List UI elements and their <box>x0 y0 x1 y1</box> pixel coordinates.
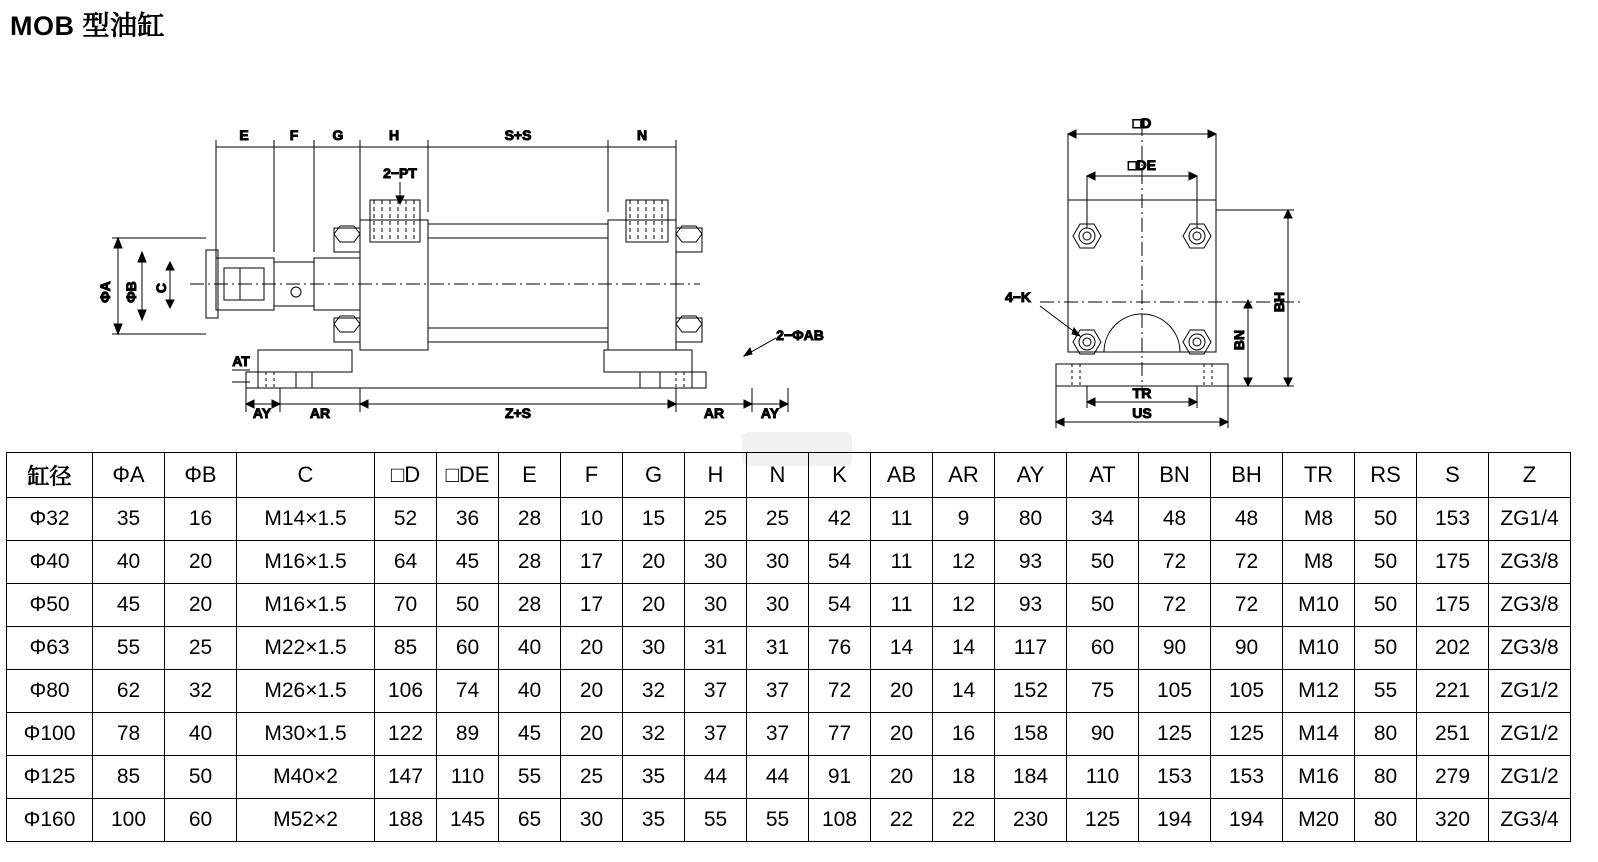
table-cell: 184 <box>995 756 1067 799</box>
table-cell: 50 <box>165 756 237 799</box>
table-cell: 188 <box>375 799 437 842</box>
table-cell: 62 <box>93 670 165 713</box>
table-header-cell: G <box>623 453 685 498</box>
page-title: MOB 型油缸 <box>10 11 165 41</box>
table-cell: 230 <box>995 799 1067 842</box>
table-cell: 30 <box>685 541 747 584</box>
table-cell: 17 <box>561 584 623 627</box>
foot-mounts <box>246 350 706 388</box>
table-cell: 42 <box>809 498 871 541</box>
table-cell: Φ32 <box>7 498 93 541</box>
table-cell: M22×1.5 <box>237 627 375 670</box>
table-cell: 50 <box>1067 541 1139 584</box>
dim-label-AR-right: AR <box>703 405 725 421</box>
dim-label-PhiA: ΦA <box>97 281 113 303</box>
table-cell: 125 <box>1211 713 1283 756</box>
table-cell: 175 <box>1417 584 1489 627</box>
table-cell: 202 <box>1417 627 1489 670</box>
table-header-cell: F <box>561 453 623 498</box>
table-cell: 64 <box>375 541 437 584</box>
table-cell: 28 <box>499 498 561 541</box>
callout-label-2PT: 2−PT <box>383 165 417 181</box>
table-header-cell: E <box>499 453 561 498</box>
table-cell: ZG3/8 <box>1489 584 1571 627</box>
spec-table <box>6 452 1571 842</box>
table-header-cell: H <box>685 453 747 498</box>
dim-label-US: US <box>1132 405 1152 421</box>
table-cell: 54 <box>809 541 871 584</box>
dim-label-TR: TR <box>1132 385 1152 401</box>
table-header-cell: AY <box>995 453 1067 498</box>
end-view-body <box>1040 122 1300 392</box>
callout-label-2PhiAB: 2−ΦAB <box>776 327 824 343</box>
table-cell: 55 <box>93 627 165 670</box>
table-cell: 40 <box>93 541 165 584</box>
table-cell: 25 <box>685 498 747 541</box>
table-cell: 152 <box>995 670 1067 713</box>
table-cell: 106 <box>375 670 437 713</box>
table-cell: 14 <box>933 627 995 670</box>
table-cell: 72 <box>1211 584 1283 627</box>
table-cell: 20 <box>623 584 685 627</box>
callout-2PhiAB <box>744 338 776 356</box>
table-cell: 50 <box>1355 627 1417 670</box>
table-cell: 108 <box>809 799 871 842</box>
dim-label-E: E <box>239 127 249 143</box>
table-cell: 20 <box>871 713 933 756</box>
table-cell: 78 <box>93 713 165 756</box>
table-cell: ZG1/2 <box>1489 670 1571 713</box>
table-cell: M26×1.5 <box>237 670 375 713</box>
table-cell: 35 <box>623 799 685 842</box>
spec-table-container <box>6 452 1592 842</box>
table-cell: 32 <box>165 670 237 713</box>
table-header-cell: N <box>747 453 809 498</box>
table-cell: 30 <box>747 541 809 584</box>
table-cell: 11 <box>871 584 933 627</box>
table-cell: 72 <box>1139 584 1211 627</box>
table-cell: 20 <box>561 627 623 670</box>
table-cell: 72 <box>1139 541 1211 584</box>
table-cell: 60 <box>1067 627 1139 670</box>
callout-label-4K: 4−K <box>1004 289 1032 305</box>
table-cell: M16×1.5 <box>237 584 375 627</box>
table-cell: 11 <box>871 541 933 584</box>
table-header-cell: ΦA <box>93 453 165 498</box>
dim-label-F: F <box>289 127 299 143</box>
table-cell: 40 <box>499 627 561 670</box>
table-header-row <box>7 453 1571 498</box>
table-cell: 85 <box>375 627 437 670</box>
table-cell: 44 <box>747 756 809 799</box>
table-cell: 50 <box>1067 584 1139 627</box>
table-cell: 37 <box>747 713 809 756</box>
table-cell: 122 <box>375 713 437 756</box>
table-cell: 20 <box>561 713 623 756</box>
table-cell: 153 <box>1211 756 1283 799</box>
table-row <box>7 713 1571 756</box>
table-cell: 50 <box>1355 498 1417 541</box>
table-cell: 110 <box>437 756 499 799</box>
dim-label-AY-left: AY <box>252 405 272 421</box>
table-cell: M10 <box>1283 584 1355 627</box>
table-cell: 25 <box>165 627 237 670</box>
table-cell: 74 <box>437 670 499 713</box>
table-cell: 40 <box>499 670 561 713</box>
table-header-cell: AT <box>1067 453 1139 498</box>
dim-label-squareD: □D <box>1132 115 1152 131</box>
table-row <box>7 670 1571 713</box>
dim-label-C: C <box>153 282 169 294</box>
table-cell: 22 <box>933 799 995 842</box>
table-cell: 77 <box>809 713 871 756</box>
table-cell: M14 <box>1283 713 1355 756</box>
table-cell: 60 <box>165 799 237 842</box>
table-cell: 55 <box>499 756 561 799</box>
table-cell: 45 <box>93 584 165 627</box>
table-cell: 16 <box>933 713 995 756</box>
cylinder-body <box>190 200 700 350</box>
table-cell: 20 <box>871 670 933 713</box>
table-header-cell: 缸径 <box>7 453 93 498</box>
table-header-cell: AB <box>871 453 933 498</box>
table-header-cell: S <box>1417 453 1489 498</box>
dim-label-squareDE: □DE <box>1128 157 1156 173</box>
table-header-cell: TR <box>1283 453 1355 498</box>
table-cell: 14 <box>933 670 995 713</box>
table-cell: 50 <box>1355 541 1417 584</box>
table-cell: 20 <box>871 756 933 799</box>
dim-label-BH: BH <box>1271 291 1287 313</box>
table-cell: 72 <box>809 670 871 713</box>
table-cell: 147 <box>375 756 437 799</box>
table-cell: 91 <box>809 756 871 799</box>
table-cell: 54 <box>809 584 871 627</box>
dim-label-AY-right: AY <box>760 405 780 421</box>
table-cell: 85 <box>93 756 165 799</box>
table-row <box>7 584 1571 627</box>
table-cell: 55 <box>747 799 809 842</box>
dim-label-PhiB: ΦB <box>123 281 139 303</box>
table-cell: 89 <box>437 713 499 756</box>
table-cell: 11 <box>871 498 933 541</box>
table-cell: M10 <box>1283 627 1355 670</box>
table-cell: M14×1.5 <box>237 498 375 541</box>
table-cell: 153 <box>1417 498 1489 541</box>
table-cell: 12 <box>933 584 995 627</box>
table-cell: 80 <box>995 498 1067 541</box>
table-row <box>7 627 1571 670</box>
table-header-cell: AR <box>933 453 995 498</box>
table-header-cell: K <box>809 453 871 498</box>
table-cell: 30 <box>685 584 747 627</box>
table-header-cell: ΦB <box>165 453 237 498</box>
table-cell: 45 <box>437 541 499 584</box>
table-cell: M8 <box>1283 498 1355 541</box>
table-cell: 25 <box>561 756 623 799</box>
callout-4K <box>1040 306 1080 336</box>
table-cell: 31 <box>685 627 747 670</box>
table-cell: 110 <box>1067 756 1139 799</box>
table-cell: 17 <box>561 541 623 584</box>
table-cell: 48 <box>1139 498 1211 541</box>
table-cell: 145 <box>437 799 499 842</box>
table-cell: 37 <box>747 670 809 713</box>
table-cell: Φ63 <box>7 627 93 670</box>
table-cell: 37 <box>685 670 747 713</box>
table-row <box>7 498 1571 541</box>
table-cell: 93 <box>995 541 1067 584</box>
table-cell: 80 <box>1355 713 1417 756</box>
table-cell: 90 <box>1139 627 1211 670</box>
table-cell: M16×1.5 <box>237 541 375 584</box>
table-cell: 50 <box>1355 584 1417 627</box>
table-cell: 34 <box>1067 498 1139 541</box>
table-header-cell: RS <box>1355 453 1417 498</box>
table-cell: 37 <box>685 713 747 756</box>
table-cell: 125 <box>1067 799 1139 842</box>
callout-2PT <box>396 182 404 204</box>
table-cell: ZG1/2 <box>1489 756 1571 799</box>
table-cell: 194 <box>1139 799 1211 842</box>
table-cell: 18 <box>933 756 995 799</box>
table-cell: 20 <box>165 541 237 584</box>
table-cell: ZG3/8 <box>1489 627 1571 670</box>
table-cell: Φ125 <box>7 756 93 799</box>
table-cell: 65 <box>499 799 561 842</box>
table-cell: 117 <box>995 627 1067 670</box>
table-cell: 251 <box>1417 713 1489 756</box>
table-cell: 125 <box>1139 713 1211 756</box>
drawing-svg <box>0 52 1598 432</box>
table-cell: 80 <box>1355 799 1417 842</box>
table-cell: 30 <box>561 799 623 842</box>
table-cell: M16 <box>1283 756 1355 799</box>
dim-label-H: H <box>388 127 400 143</box>
table-cell: 75 <box>1067 670 1139 713</box>
table-cell: 40 <box>165 713 237 756</box>
table-cell: 93 <box>995 584 1067 627</box>
table-cell: 20 <box>561 670 623 713</box>
table-row <box>7 799 1571 842</box>
table-cell: 55 <box>685 799 747 842</box>
table-header-cell: C <box>237 453 375 498</box>
table-header-cell: BN <box>1139 453 1211 498</box>
table-cell: 194 <box>1211 799 1283 842</box>
table-cell: M8 <box>1283 541 1355 584</box>
table-cell: 32 <box>623 713 685 756</box>
table-cell: 14 <box>871 627 933 670</box>
table-cell: 90 <box>1211 627 1283 670</box>
table-cell: 35 <box>623 756 685 799</box>
table-cell: 9 <box>933 498 995 541</box>
table-row <box>7 756 1571 799</box>
dim-label-N: N <box>636 127 648 143</box>
table-header-cell: BH <box>1211 453 1283 498</box>
table-cell: ZG3/8 <box>1489 541 1571 584</box>
table-cell: Φ160 <box>7 799 93 842</box>
table-cell: 20 <box>165 584 237 627</box>
dim-label-AR-left: AR <box>309 405 331 421</box>
table-cell: 30 <box>747 584 809 627</box>
table-cell: ZG3/4 <box>1489 799 1571 842</box>
table-cell: 22 <box>871 799 933 842</box>
table-cell: ZG1/4 <box>1489 498 1571 541</box>
table-cell: 15 <box>623 498 685 541</box>
table-header-cell: Z <box>1489 453 1571 498</box>
table-cell: M30×1.5 <box>237 713 375 756</box>
table-cell: 80 <box>1355 756 1417 799</box>
top-dimension-chain <box>216 140 676 267</box>
table-cell: 320 <box>1417 799 1489 842</box>
table-cell: 31 <box>747 627 809 670</box>
table-cell: 12 <box>933 541 995 584</box>
table-cell: 36 <box>437 498 499 541</box>
table-cell: 55 <box>1355 670 1417 713</box>
dim-label-G: G <box>332 127 344 143</box>
table-cell: 28 <box>499 541 561 584</box>
table-cell: 35 <box>93 498 165 541</box>
table-body <box>7 498 1571 842</box>
table-cell: 175 <box>1417 541 1489 584</box>
table-cell: 105 <box>1211 670 1283 713</box>
table-cell: 48 <box>1211 498 1283 541</box>
table-cell: 100 <box>93 799 165 842</box>
table-cell: Φ100 <box>7 713 93 756</box>
table-cell: Φ50 <box>7 584 93 627</box>
dim-label-SS: S+S <box>504 127 532 143</box>
dim-label-BN: BN <box>1231 329 1247 351</box>
table-cell: M52×2 <box>237 799 375 842</box>
table-cell: 52 <box>375 498 437 541</box>
table-cell: M12 <box>1283 670 1355 713</box>
table-cell: 279 <box>1417 756 1489 799</box>
table-cell: 153 <box>1139 756 1211 799</box>
table-cell: 28 <box>499 584 561 627</box>
table-header-cell: □D <box>375 453 437 498</box>
table-cell: Φ80 <box>7 670 93 713</box>
table-cell: 45 <box>499 713 561 756</box>
table-cell: 20 <box>623 541 685 584</box>
table-cell: 32 <box>623 670 685 713</box>
table-cell: 16 <box>165 498 237 541</box>
table-cell: 221 <box>1417 670 1489 713</box>
table-cell: ZG1/2 <box>1489 713 1571 756</box>
table-cell: 10 <box>561 498 623 541</box>
table-header-cell: □DE <box>437 453 499 498</box>
table-cell: M20 <box>1283 799 1355 842</box>
dim-label-AT: AT <box>232 353 250 369</box>
table-cell: 72 <box>1211 541 1283 584</box>
table-cell: 105 <box>1139 670 1211 713</box>
table-cell: 90 <box>1067 713 1139 756</box>
table-cell: 76 <box>809 627 871 670</box>
table-row <box>7 541 1571 584</box>
technical-drawings <box>0 52 1598 432</box>
table-cell: 25 <box>747 498 809 541</box>
dim-label-ZS: Z+S <box>504 405 532 421</box>
table-cell: M40×2 <box>237 756 375 799</box>
table-cell: Φ40 <box>7 541 93 584</box>
table-cell: 30 <box>623 627 685 670</box>
table-cell: 60 <box>437 627 499 670</box>
table-cell: 70 <box>375 584 437 627</box>
table-cell: 158 <box>995 713 1067 756</box>
table-cell: 44 <box>685 756 747 799</box>
table-cell: 50 <box>437 584 499 627</box>
